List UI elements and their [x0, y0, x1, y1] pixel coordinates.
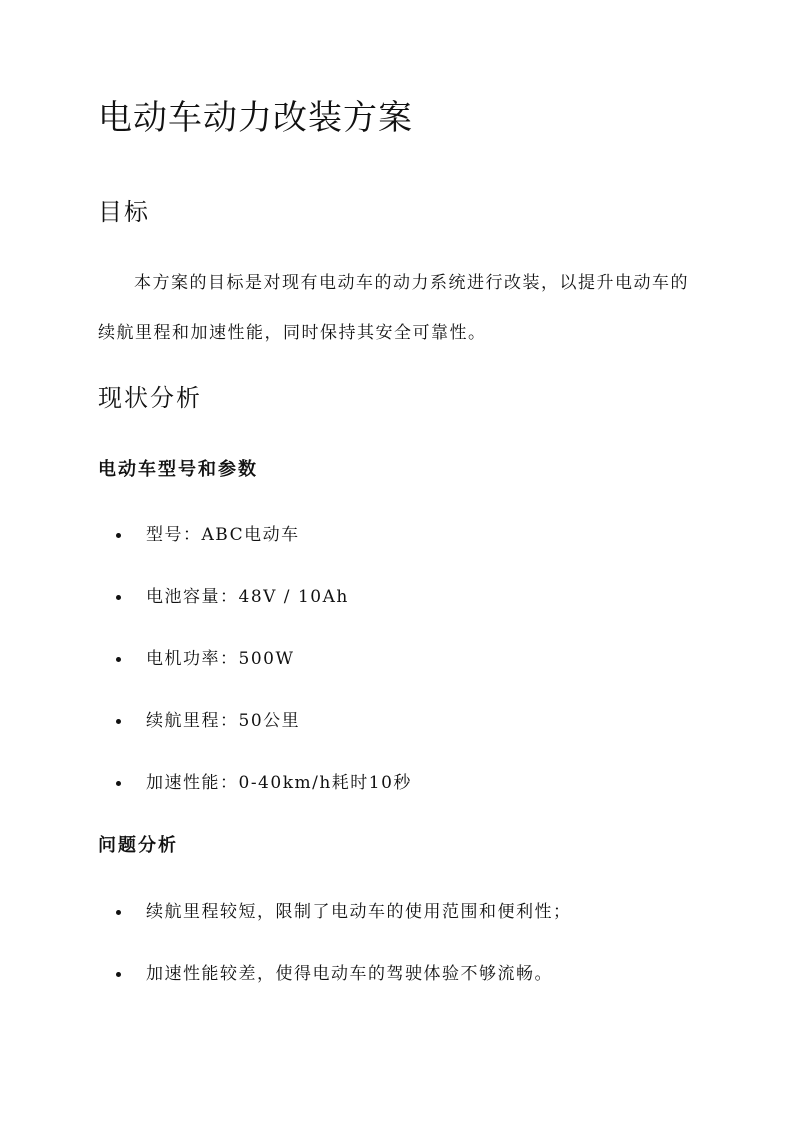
section-heading-status-analysis: 现状分析 [98, 384, 202, 412]
section-heading-goal: 目标 [98, 198, 150, 226]
list-item-text: 电池容量：48V / 10Ah [146, 587, 349, 607]
bullet-icon [116, 781, 121, 786]
document-title: 电动车动力改装方案 [98, 98, 413, 138]
bullet-icon [116, 719, 121, 724]
list-item-text: 加速性能：0-40km/h耗时10秒 [146, 773, 412, 793]
bullet-icon [116, 972, 121, 977]
list-item-text: 电机功率：500W [146, 649, 295, 669]
subsection-heading-model-params: 电动车型号和参数 [98, 459, 258, 480]
bullet-icon [116, 910, 121, 915]
bullet-icon [116, 533, 121, 538]
bullet-icon [116, 595, 121, 600]
bullet-icon [116, 657, 121, 662]
list-item-text: 型号：ABC电动车 [146, 525, 300, 545]
list-item-text: 续航里程较短，限制了电动车的使用范围和便利性； [146, 902, 572, 922]
list-item-text: 续航里程：50公里 [146, 711, 301, 731]
goal-paragraph: 本方案的目标是对现有电动车的动力系统进行改装，以提升电动车的续航里程和加速性能，同时保持其安全可靠性。 [98, 273, 689, 343]
subsection-heading-problem-analysis: 问题分析 [98, 835, 178, 856]
list-item-text: 加速性能较差，使得电动车的驾驶体验不够流畅。 [146, 964, 553, 984]
